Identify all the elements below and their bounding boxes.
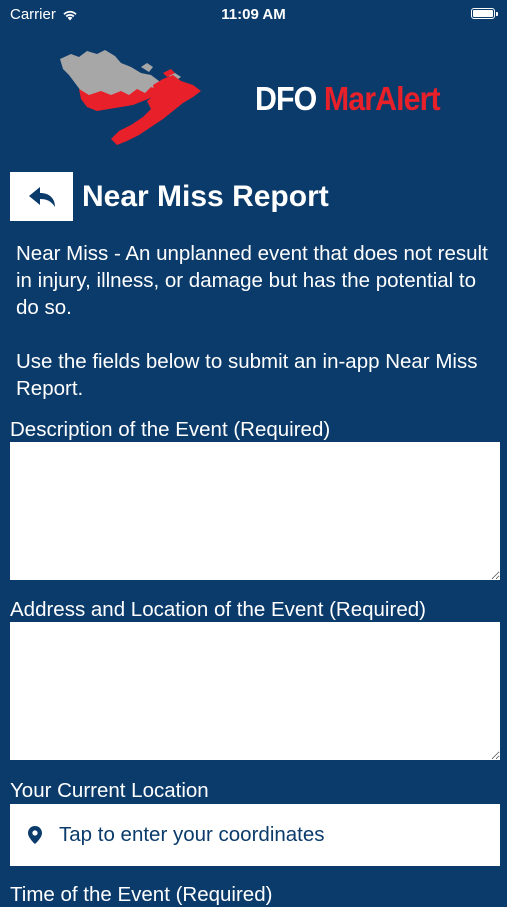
- address-label: Address and Location of the Event (Required): [10, 598, 426, 621]
- back-button[interactable]: [10, 172, 73, 221]
- description-label: Description of the Event (Required): [10, 418, 331, 441]
- address-field[interactable]: [10, 622, 500, 760]
- description-field[interactable]: [10, 442, 500, 580]
- logo-dfo: DFO: [255, 80, 317, 117]
- location-pin-icon: [28, 826, 42, 844]
- carrier-label: Carrier: [10, 6, 56, 23]
- reply-arrow-icon: [27, 185, 57, 209]
- maritimes-map-icon: [55, 45, 205, 155]
- app-logo: [255, 80, 440, 118]
- current-location-field[interactable]: [10, 804, 500, 866]
- battery-icon: [471, 8, 495, 19]
- logo-maralert: MarAlert: [323, 80, 440, 117]
- status-bar: [0, 0, 507, 28]
- status-time: 11:09 AM: [221, 6, 286, 23]
- intro-text: [16, 240, 496, 402]
- form-instructions: Use the fields below to submit an in-app Near Miss Report.: [16, 350, 478, 400]
- near-miss-definition: Near Miss - An unplanned event that does not result in injury, illness, or damage but has the potential to do so.: [16, 242, 488, 319]
- time-label: Time of the Event (Required): [10, 883, 273, 906]
- location-placeholder: Tap to enter your coordinates: [59, 823, 325, 846]
- page-title: Near Miss Report: [82, 180, 329, 213]
- current-location-label: Your Current Location: [10, 779, 209, 802]
